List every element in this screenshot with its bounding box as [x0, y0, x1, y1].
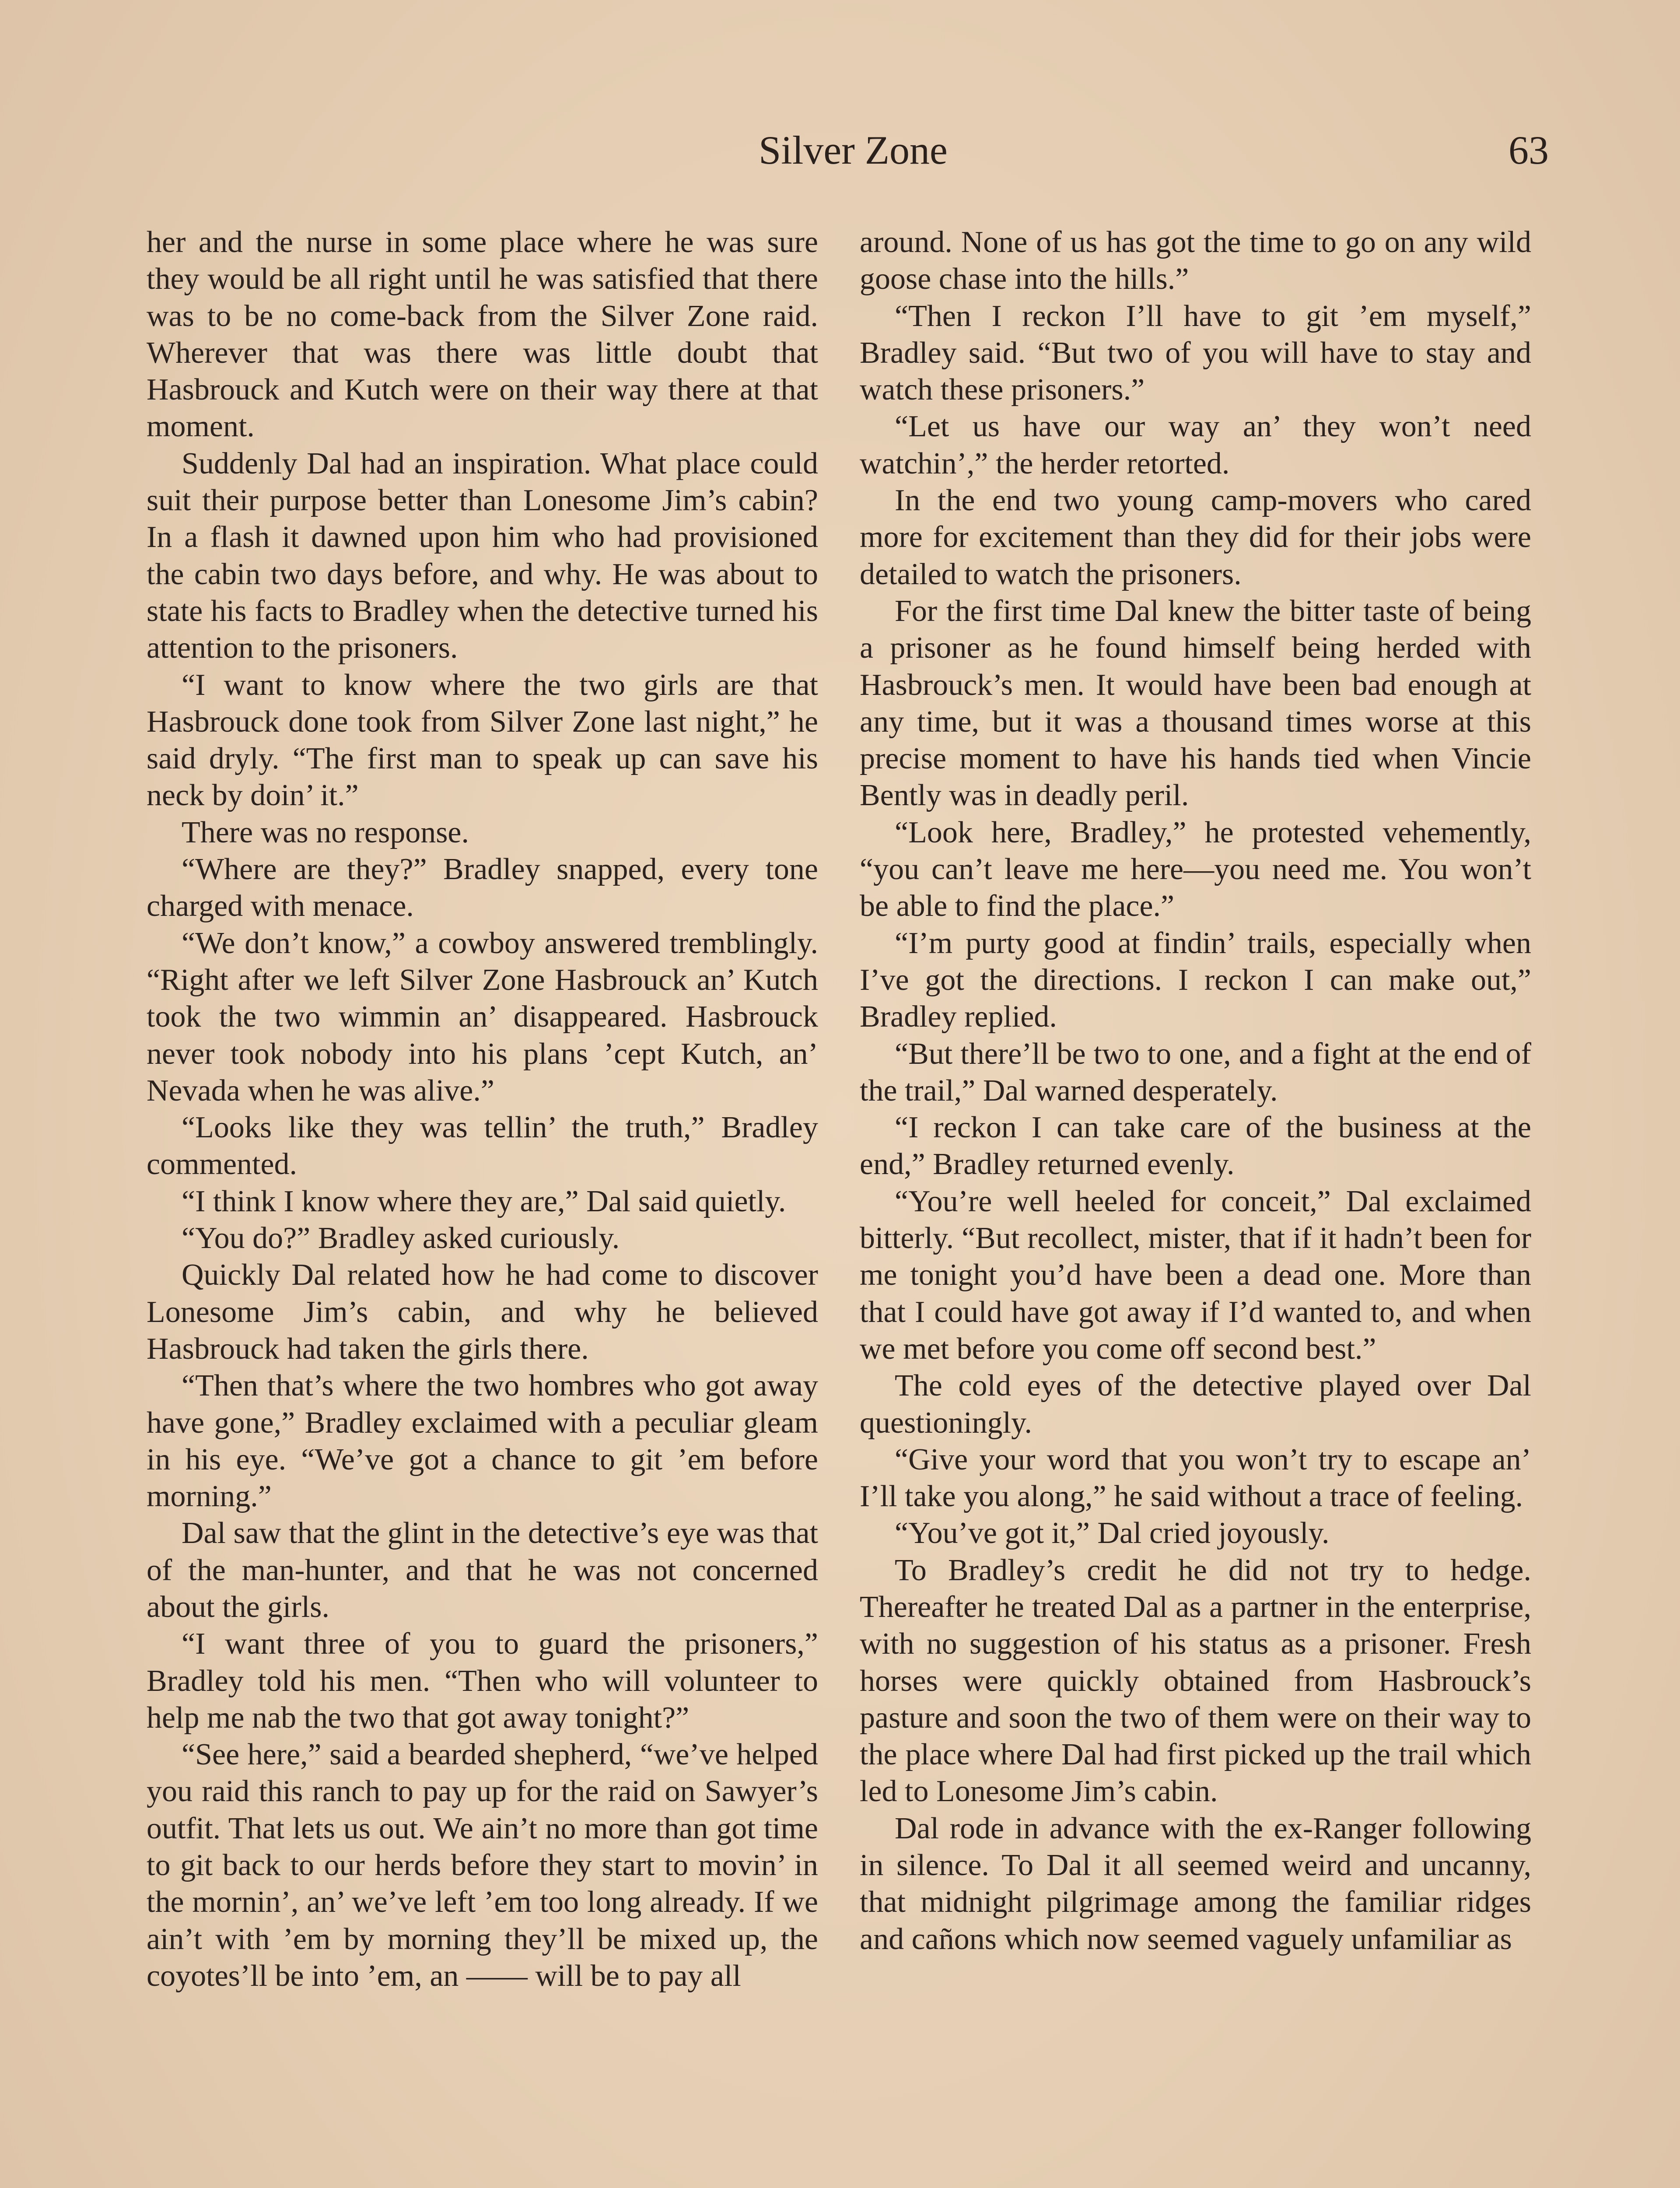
paragraph: Quickly Dal related how he had come to discover Lonesome Jim’s cabin, and why he believed Hasbrouck had taken the girls there. — [147, 1258, 818, 1366]
paragraph: “Looks like they was tellin’ the truth,” Bradley commented. — [147, 1111, 818, 1182]
paragraph: “I want three of you to guard the prisoners,” Bradley told his men. “Then who will volunteer to help me nab the two that got away tonight?” — [147, 1627, 818, 1735]
paragraph: “But there’ll be two to one, and a fight at the end of the trail,” Dal warned desperately. — [860, 1037, 1531, 1108]
paragraph: For the first time Dal knew the bitter taste of being a prisoner as he found himself being herded with Hasbrouck’s men. It would have been bad enough at any time, but it was a thousand times worse at this precise moment to have his hands tied when Vincie Bently was in deadly peril. — [860, 594, 1531, 813]
right-text-column — [860, 224, 1531, 1958]
paragraph: “You’ve got it,” Dal cried joyously. — [895, 1516, 1330, 1550]
left-text-column — [147, 224, 818, 1995]
paragraph: “I think I know where they are,” Dal said quietly. — [182, 1184, 786, 1218]
running-header-title: Silver Zone — [759, 128, 948, 172]
paragraph: Dal rode in advance with the ex-Ranger following in silence. To Dal it all seemed weird and uncanny, that midnight pilgrimage among the familiar ridges and cañons which now seemed vaguely unfamiliar as — [860, 1811, 1531, 1956]
paragraph: “Then that’s where the two hombres who got away have gone,” Bradley exclaimed with a peculiar gleam in his eye. “We’ve got a chance to git ’em before morning.” — [147, 1369, 818, 1514]
paragraph: “You do?” Bradley asked curiously. — [182, 1221, 620, 1255]
paragraph: The cold eyes of the detective played over Dal questioningly. — [860, 1369, 1531, 1440]
paragraph: “Look here, Bradley,” he protested vehemently, “you can’t leave me here—you need me. You won’t be able to find the place.” — [860, 815, 1531, 923]
page-number: 63 — [1508, 128, 1549, 172]
paragraph: “Where are they?” Bradley snapped, every tone charged with menace. — [147, 852, 818, 923]
paragraph: “I want to know where the two girls are that Hasbrouck done took from Silver Zone last night,” he said dryly. “The first man to speak up can save his neck by doin’ it.” — [147, 668, 818, 813]
paragraph: her and the nurse in some place where he was sure they would be all right until he was satisfied that there was to be no come-back from the Silver Zone raid. Wherever that was there was little doubt that Hasbrouck and Kutch were on their way there at that moment. — [147, 225, 818, 444]
paragraph: “We don’t know,” a cowboy answered tremblingly. “Right after we left Silver Zone Hasbrouck an’ Kutch took the two wimmin an’ disappeared. Hasbrouck never took nobody into his plans ’cept Kutch, an’ Nevada when he was alive.” — [147, 926, 818, 1108]
paragraph: “Then I reckon I’ll have to git ’em myself,” Bradley said. “But two of you will have to stay and watch these prisoners.” — [860, 299, 1531, 407]
paragraph: Dal saw that the glint in the detective’s eye was that of the man-hunter, and that he was not concerned about the girls. — [147, 1516, 818, 1624]
paragraph: “I reckon I can take care of the business at the end,” Bradley returned evenly. — [860, 1111, 1531, 1182]
paragraph: To Bradley’s credit he did not try to hedge. Thereafter he treated Dal as a partner in the enterprise, with no suggestion of his status as a prisoner. Fresh horses were quickly obtained from Hasbrouck’s pasture and soon the two of them were on their way to the place where Dal had first picked up the trail which led to Lonesome Jim’s cabin. — [860, 1553, 1531, 1809]
paragraph: “Let us have our way an’ they won’t need watchin’,” the herder retorted. — [860, 410, 1531, 480]
paragraph: There was no response. — [182, 815, 469, 849]
paragraph: “You’re well heeled for conceit,” Dal exclaimed bitterly. “But recollect, mister, that if it hadn’t been for me tonight you’d have been a dead one. More than that I could have got away if I’d wanted to, and when we met before you come off second best.” — [860, 1184, 1531, 1366]
paragraph: “I’m purty good at findin’ trails, especially when I’ve got the directions. I reckon I can make out,” Bradley replied. — [860, 926, 1531, 1034]
paragraph: “Give your word that you won’t try to escape an’ I’ll take you along,” he said without a trace of feeling. — [860, 1442, 1531, 1514]
paragraph: “See here,” said a bearded shepherd, “we’ve helped you raid this ranch to pay up for the raid on Sawyer’s outfit. That lets us out. We ain’t no more than got time to git back to our herds before they start to movin’ in the mornin’, an’ we’ve left ’em too long already. If we ain’t with ’em by morning they’ll be mixed up, the coyotes’ll be into ’em, an —— will be to pay all — [147, 1738, 818, 1993]
paragraph: around. None of us has got the time to go on any wild goose chase into the hills.” — [860, 225, 1531, 296]
paragraph: Suddenly Dal had an inspiration. What place could suit their purpose better than Lonesome Jim’s cabin? In a flash it dawned upon him who had provisioned the cabin two days before, and why. He was about to state his facts to Bradley when the detective turned his attention to the prisoners. — [147, 446, 818, 665]
paragraph: In the end two young camp-movers who cared more for excitement than they did for their jobs were detailed to watch the prisoners. — [860, 484, 1531, 591]
